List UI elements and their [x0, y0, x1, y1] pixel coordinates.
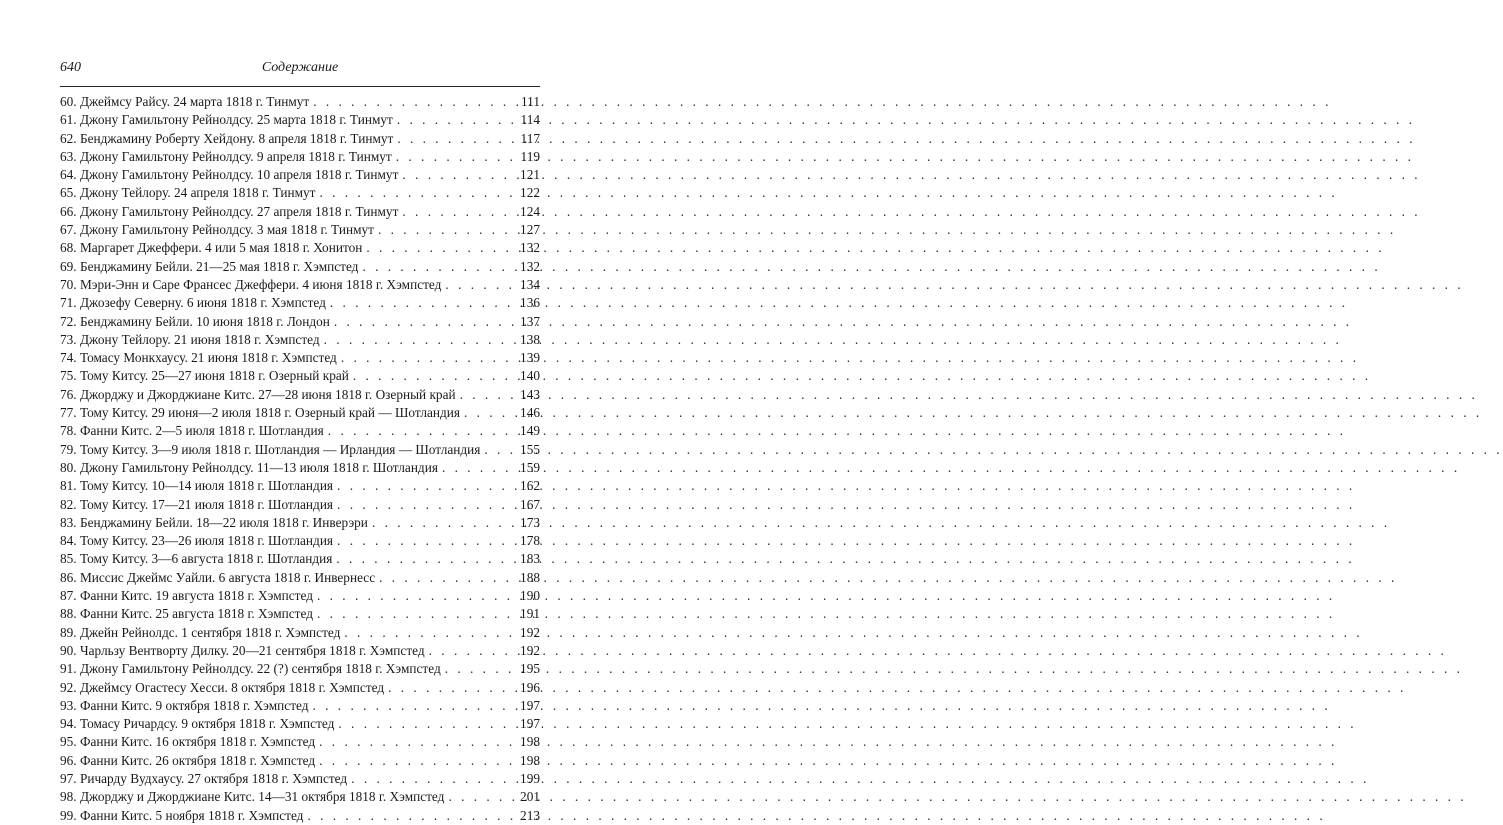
- toc-entry-title: 70. Мэри-Энн и Саре Франсес Джеффери. 4 июня 1818 г. Хэмпстед: [60, 276, 442, 292]
- leader-dots: [442, 459, 514, 477]
- leader-dots: [396, 148, 514, 166]
- toc-entry-page: 195: [520, 661, 540, 677]
- toc-entry: [60, 697, 540, 715]
- leader-dots: [464, 404, 514, 422]
- toc-entry-page: 138: [520, 331, 540, 347]
- toc-entry-page: 173: [520, 514, 540, 530]
- leader-dots: [397, 130, 514, 148]
- toc-entry: [60, 239, 540, 257]
- toc-entry-title: 63. Джону Гамильтону Рейнолдсу. 9 апреля 1818 г. Тинмут: [60, 148, 392, 164]
- toc-entry-title: 78. Фанни Китс. 2—5 июля 1818 г. Шотландия: [60, 423, 324, 439]
- toc-entry: [60, 752, 540, 770]
- leader-dots: [338, 715, 514, 733]
- toc-entry-page: 188: [520, 569, 540, 585]
- toc-entry-title: 90. Чарльзу Вентворту Дилку. 20—21 сентября 1818 г. Хэмпстед: [60, 642, 425, 658]
- toc-entry-page: 122: [520, 185, 540, 201]
- toc-entry-title: 65. Джону Тейлору. 24 апреля 1818 г. Тинмут: [60, 185, 316, 201]
- toc-entry-page: 199: [520, 770, 540, 786]
- leader-dots: [324, 331, 514, 349]
- toc-entry: [60, 550, 540, 568]
- toc-entry-page: 132: [520, 258, 540, 274]
- leader-dots: [341, 349, 514, 367]
- toc-entry-title: 98. Джорджу и Джорджиане Китс. 14—31 октября 1818 г. Хэмпстед: [60, 789, 445, 805]
- toc-entry-page: 192: [520, 624, 540, 640]
- toc-entry: [60, 221, 540, 239]
- toc-entry-page: 121: [520, 167, 540, 183]
- toc-entry-title: 72. Бенджамину Бейли. 10 июня 1818 г. Лондон: [60, 313, 330, 329]
- toc-entry-page: 201: [520, 789, 540, 805]
- toc-entry: [60, 93, 540, 111]
- toc-entry-page: 124: [520, 203, 540, 219]
- toc-entry-title: 86. Миссис Джеймс Уайли. 6 августа 1818 г. Инвернесс: [60, 569, 376, 585]
- toc-entry-page: 213: [520, 807, 540, 823]
- toc-entry-page: 155: [520, 441, 540, 457]
- toc-entry-title: 69. Бенджамину Бейли. 21—25 мая 1818 г. Хэмпстед: [60, 258, 359, 274]
- toc-entry: [60, 258, 540, 276]
- toc-entry: [60, 294, 540, 312]
- leader-dots: [317, 587, 514, 605]
- toc-entry-title: 74. Томасу Монкхаусу. 21 июня 1818 г. Хэмпстед: [60, 350, 337, 366]
- leader-dots: [362, 258, 514, 276]
- toc-entry-title: 87. Фанни Китс. 19 августа 1818 г. Хэмпстед: [60, 588, 313, 604]
- toc-entry-page: 111: [521, 94, 540, 109]
- toc-entry-page: 139: [520, 350, 540, 366]
- toc-entry: [60, 148, 540, 166]
- toc-entry-title: 95. Фанни Китс. 16 октября 1818 г. Хэмпстед: [60, 734, 316, 750]
- toc-entry-title: 93. Фанни Китс. 9 октября 1818 г. Хэмпстед: [60, 697, 309, 713]
- toc-entry-title: 84. Тому Китсу. 23—26 июля 1818 г. Шотландия: [60, 533, 334, 549]
- toc-entry: [60, 130, 540, 148]
- toc-entry-title: 83. Бенджамину Бейли. 18—22 июля 1818 г. Инверэри: [60, 514, 368, 530]
- toc-entry-title: 99. Фанни Китс. 5 ноября 1818 г. Хэмпстед: [60, 807, 304, 823]
- toc-entry-page: 114: [520, 112, 540, 128]
- leader-dots: [353, 367, 514, 385]
- leader-dots: [460, 386, 514, 404]
- toc-entry-title: 77. Тому Китсу. 29 июня—2 июля 1818 г. Озерный край — Шотландия: [60, 405, 460, 421]
- toc-entry: [60, 441, 540, 459]
- toc-entry: [60, 276, 540, 294]
- toc-entry-title: 62. Бенджамину Роберту Хейдону. 8 апреля 1818 г. Тинмут: [60, 130, 394, 146]
- leader-dots: [328, 422, 514, 440]
- leader-dots: [397, 111, 514, 129]
- leader-dots: [319, 184, 514, 202]
- page-number: 640: [60, 60, 81, 75]
- leader-dots: [445, 660, 514, 678]
- toc-entry-title: 97. Ричарду Вудхаусу. 27 октября 1818 г. Хэмпстед: [60, 770, 348, 786]
- toc-entry: [60, 660, 540, 678]
- toc-entry-title: 66. Джону Гамильтону Рейнолдсу. 27 апреля 1818 г. Тинмут: [60, 203, 399, 219]
- toc-entry: [60, 422, 540, 440]
- toc-entry-page: 117: [520, 130, 540, 146]
- leader-dots: [388, 679, 514, 697]
- toc-entry-page: 196: [520, 679, 540, 695]
- toc-entry: [60, 514, 540, 532]
- toc-entry-page: 198: [520, 734, 540, 750]
- toc-entry-title: 71. Джозефу Северну. 6 июня 1818 г. Хэмпстед: [60, 295, 326, 311]
- toc-entry: [60, 569, 540, 587]
- leader-dots: [334, 313, 514, 331]
- toc-entry-title: 68. Маргарет Джеффери. 4 или 5 мая 1818 г. Хонитон: [60, 240, 363, 256]
- toc-entry-page: 183: [520, 551, 540, 567]
- toc-entry-title: 85. Тому Китсу. 3—6 августа 1818 г. Шотландия: [60, 551, 333, 567]
- toc-entry-title: 76. Джорджу и Джорджиане Китс. 27—28 июня 1818 г. Озерный край: [60, 386, 456, 402]
- toc-entry: [60, 349, 540, 367]
- leader-dots: [337, 477, 514, 495]
- toc-entry-title: 60. Джеймсу Райсу. 24 марта 1818 г. Тинмут: [60, 94, 310, 109]
- leader-dots: [351, 770, 514, 788]
- toc-entry-title: 89. Джейн Рейнолдс. 1 сентября 1818 г. Хэмпстед: [60, 624, 341, 640]
- leader-dots: [313, 697, 515, 715]
- running-title: Содержание: [261, 60, 339, 75]
- toc-entry: [60, 367, 540, 385]
- toc-entry-page: 143: [520, 386, 540, 402]
- toc-entry: [60, 386, 540, 404]
- leader-dots: [484, 441, 514, 459]
- toc-entry-title: 96. Фанни Китс. 26 октября 1818 г. Хэмпстед: [60, 752, 316, 768]
- leader-dots: [330, 294, 514, 312]
- toc-entry: [60, 166, 540, 184]
- toc-entry: [60, 807, 540, 825]
- toc-entry-page: 192: [520, 642, 540, 658]
- toc-entry-title: 82. Тому Китсу. 17—21 июля 1818 г. Шотландия: [60, 496, 334, 512]
- toc-entry-page: 132: [520, 240, 540, 256]
- toc-entry-page: 178: [520, 533, 540, 549]
- toc-entry: [60, 331, 540, 349]
- leader-dots: [379, 569, 514, 587]
- leader-dots: [366, 239, 514, 257]
- toc-entry-title: 61. Джону Гамильтону Рейнолдсу. 25 марта 1818 г. Тинмут: [60, 112, 393, 128]
- toc-entry-page: 197: [520, 716, 540, 732]
- leader-dots: [313, 93, 514, 111]
- toc-entry: [60, 587, 540, 605]
- leader-dots: [402, 203, 514, 221]
- toc-entry-page: 190: [520, 588, 540, 604]
- leader-dots: [337, 532, 514, 550]
- toc-entry: [60, 605, 540, 623]
- toc-entry-title: 67. Джону Гамильтону Рейнолдсу. 3 мая 1818 г. Тинмут: [60, 222, 374, 238]
- leader-dots: [307, 807, 514, 825]
- leader-dots: [429, 642, 514, 660]
- toc-entry-title: 64. Джону Гамильтону Рейнолдсу. 10 апреля 1818 г. Тинмут: [60, 167, 399, 183]
- leader-dots: [336, 550, 514, 568]
- toc-entry-title: 75. Тому Китсу. 25—27 июня 1818 г. Озерный край: [60, 368, 349, 384]
- toc-entry-title: 81. Тому Китсу. 10—14 июля 1818 г. Шотландия: [60, 478, 334, 494]
- toc-entry: [60, 642, 540, 660]
- leader-dots: [372, 514, 514, 532]
- toc-entry: [60, 477, 540, 495]
- toc-entry-page: 137: [520, 313, 540, 329]
- leader-dots: [378, 221, 514, 239]
- toc-entry-page: 127: [520, 222, 540, 238]
- leader-dots: [402, 166, 514, 184]
- toc-entry-title: 91. Джону Гамильтону Рейнолдсу. 22 (?) сентября 1818 г. Хэмпстед: [60, 661, 441, 677]
- toc-entry-title: 80. Джону Гамильтону Рейнолдсу. 11—13 июля 1818 г. Шотландия: [60, 459, 438, 475]
- leader-dots: [337, 496, 514, 514]
- toc-entry: [60, 532, 540, 550]
- toc-entry-title: 73. Джону Тейлору. 21 июня 1818 г. Хэмпстед: [60, 331, 320, 347]
- toc-entry: [60, 404, 540, 422]
- toc-entry: [60, 111, 540, 129]
- toc-entry-page: 149: [520, 423, 540, 439]
- toc-entry-page: 198: [520, 752, 540, 768]
- toc-entry-page: 162: [520, 478, 540, 494]
- toc-entry-title: 94. Томасу Ричардсу. 9 октября 1818 г. Хэмпстед: [60, 716, 335, 732]
- toc-entry-page: 119: [520, 148, 540, 164]
- toc-entry-page: 191: [520, 606, 540, 622]
- leader-dots: [317, 605, 514, 623]
- toc-entry: [60, 203, 540, 221]
- leader-dots: [344, 624, 514, 642]
- leader-dots: [319, 752, 514, 770]
- toc-entry-page: 134: [520, 276, 540, 292]
- toc-entry: [60, 770, 540, 788]
- toc-entry-title: 88. Фанни Китс. 25 августа 1818 г. Хэмпстед: [60, 606, 313, 622]
- running-header: [60, 60, 540, 76]
- table-of-contents: [60, 93, 540, 825]
- toc-entry: [60, 496, 540, 514]
- header-rule: [60, 86, 540, 87]
- toc-entry-page: 136: [520, 295, 540, 311]
- toc-entry-title: 79. Тому Китсу. 3—9 июля 1818 г. Шотландия — Ирландия — Шотландия: [60, 441, 481, 457]
- toc-entry: [60, 624, 540, 642]
- toc-entry-page: 159: [520, 459, 540, 475]
- toc-entry-title: 92. Джеймсу Огастесу Хесси. 8 октября 1818 г. Хэмпстед: [60, 679, 385, 695]
- toc-entry-page: 167: [520, 496, 540, 512]
- leader-dots: [319, 733, 514, 751]
- leader-dots: [445, 276, 514, 294]
- toc-entry: [60, 184, 540, 202]
- toc-entry: [60, 733, 540, 751]
- toc-entry: [60, 313, 540, 331]
- toc-entry: [60, 679, 540, 697]
- toc-entry-page: 146: [520, 405, 540, 421]
- toc-entry-page: 140: [520, 368, 540, 384]
- toc-entry-page: 197: [520, 697, 540, 713]
- toc-entry: [60, 788, 540, 806]
- leader-dots: [448, 788, 514, 806]
- toc-entry: [60, 715, 540, 733]
- toc-entry: [60, 459, 540, 477]
